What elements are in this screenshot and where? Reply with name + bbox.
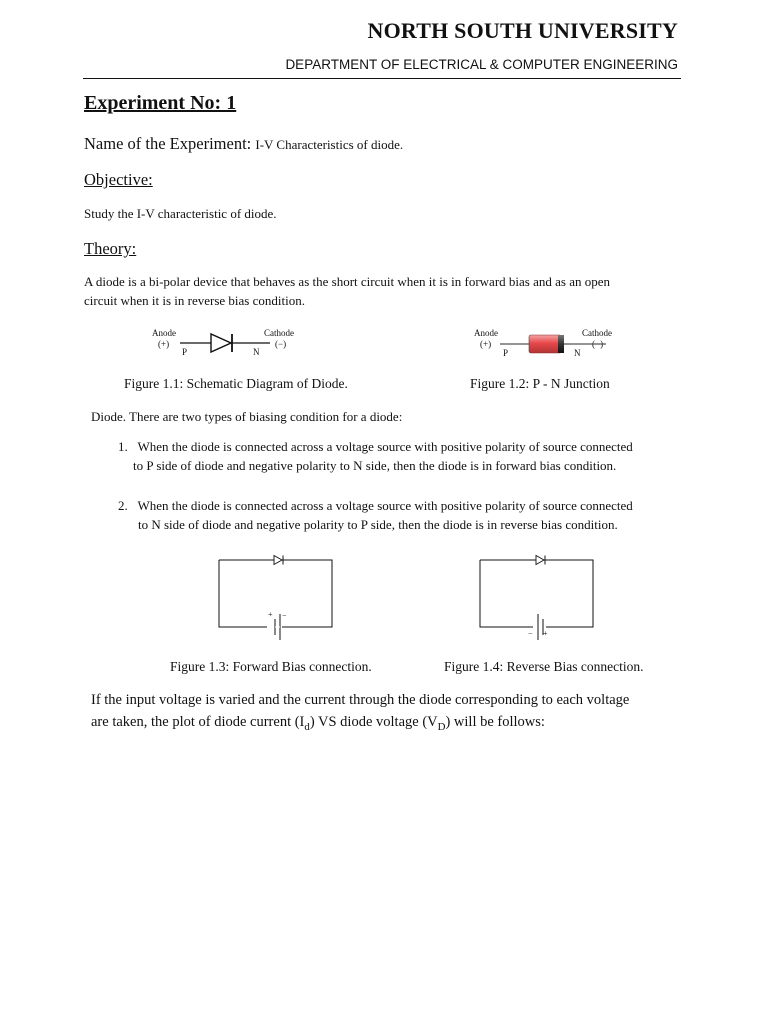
fig4-plus-sign: + [543, 629, 548, 638]
pn-junction-diagram [500, 333, 606, 355]
reverse-bias-circuit [480, 554, 595, 640]
theory-intro-line-1: A diode is a bi-polar device that behaves as the short circuit when it is in forward bias and as an open [84, 274, 610, 289]
list-item [118, 437, 678, 475]
theory-intro-line-2: circuit when it is in reverse bias condition. [84, 293, 305, 308]
fig1-n-label: N [253, 347, 260, 357]
fig3-plus-sign: + [268, 610, 273, 619]
diode-icon [536, 556, 544, 565]
list-item [118, 496, 678, 534]
closing-paragraph [91, 689, 691, 738]
fig1-p-label: P [182, 347, 188, 357]
schematic-diode-symbol [180, 332, 270, 354]
fig2-anode-label: Anode [474, 328, 498, 338]
theory-heading: Theory: [84, 239, 137, 258]
list-item-line-2: to P side of diode and negative polarity to N side, then the diode is in forward bias condition. [133, 458, 617, 473]
diode-icon [274, 556, 282, 565]
experiment-name-label: Name of the Experiment: [84, 134, 252, 153]
closing-line-1: If the input voltage is varied and the current through the diode corresponding to each voltage [91, 692, 630, 708]
fig2-anode-sign: (+) [480, 339, 492, 349]
closing-line-2: are taken, the plot of diode current $(I_d)$ VS diode voltage $(V_D)$ will be follows: [91, 714, 545, 733]
list-item-number: 2. [118, 498, 128, 513]
fig3-caption: Figure 1.3: Forward Bias connection. [170, 659, 372, 674]
fig1-caption: Figure 1.1: Schematic Diagram of Diode. [124, 376, 348, 391]
fig3-minus-sign: − [282, 611, 287, 620]
objective-heading: Objective: [84, 170, 153, 189]
fig1-cathode-label: Cathode [264, 328, 294, 338]
fig2-cathode-label: Cathode [582, 328, 612, 338]
theory-intro [84, 272, 684, 310]
fig4-caption: Figure 1.4: Reverse Bias connection. [444, 659, 644, 674]
fig2-caption: Figure 1.2: P - N Junction [470, 376, 610, 391]
list-item-line-2: to N side of diode and negative polarity to P side, then the diode is in reverse bias condition. [138, 517, 618, 532]
fig4-minus-sign: − [528, 629, 533, 638]
list-item-line-1: When the diode is connected across a voltage source with positive polarity of source connected [137, 439, 633, 454]
fig2-n-label: N [574, 348, 581, 358]
list-item-number: 1. [118, 439, 128, 454]
fig1-anode-label: Anode [152, 328, 176, 338]
fig1-cathode-sign: (−) [275, 339, 287, 349]
experiment-title: Experiment No: 1 [84, 92, 237, 114]
university-title: NORTH SOUTH UNIVERSITY [367, 18, 678, 43]
list-item-line-1: When the diode is connected across a voltage source with positive polarity of source connected [137, 498, 633, 513]
forward-bias-circuit [219, 554, 334, 640]
experiment-name-value: I-V Characteristics of diode. [255, 137, 404, 152]
fig2-p-label: P [503, 348, 509, 358]
department-name: DEPARTMENT OF ELECTRICAL & COMPUTER ENGINEERING [285, 57, 678, 72]
biasing-intro: Diode. There are two types of biasing condition for a diode: [91, 409, 403, 424]
fig1-anode-sign: (+) [158, 339, 170, 349]
header-divider [83, 78, 681, 79]
fig2-cathode-sign: (−) [592, 339, 604, 349]
experiment-name [84, 134, 403, 154]
objective-text: Study the I-V characteristic of diode. [84, 206, 277, 221]
